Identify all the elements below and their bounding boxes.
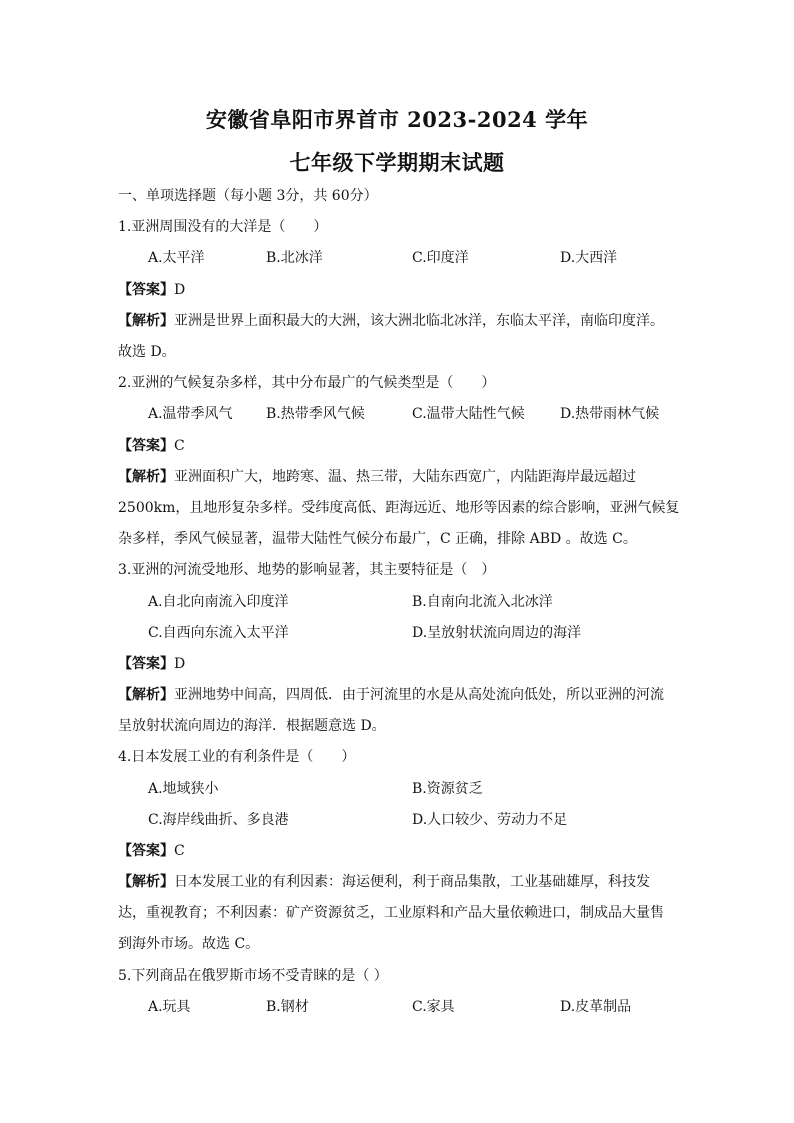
- q1-option-c: C.印度洋: [412, 250, 469, 266]
- analysis-label: 【解析】: [118, 874, 174, 890]
- answer-label: 【答案】: [118, 656, 174, 672]
- q3-analysis-line-1: [118, 685, 664, 705]
- q4-analysis-line-2: 达，重视教育；不利因素：矿产资源贫乏，工业原料和产品大量依赖进口，制成品大量售: [118, 905, 664, 921]
- q2-option-d: D.热带雨林气候: [560, 406, 660, 422]
- q3-option-d: D.呈放射状流向周边的海洋: [412, 625, 582, 641]
- q2-option-c: C.温带大陆性气候: [412, 406, 525, 422]
- q1-analysis-text-1: 亚洲是世界上面积最大的大洲，该大洲北临北冰洋，东临太平洋，南临印度洋。: [174, 313, 664, 329]
- q2-stem: 2.亚洲的气候复杂多样，其中分布最广的气候类型是（ ）: [118, 375, 496, 391]
- q4-option-b: B.资源贫乏: [412, 781, 483, 797]
- answer-label: 【答案】: [118, 282, 174, 298]
- q2-analysis-line-1: [118, 467, 636, 487]
- q1-option-d: D.大西洋: [560, 250, 618, 266]
- q5-option-b: B.钢材: [266, 999, 309, 1015]
- q5-option-c: C.家具: [412, 999, 455, 1015]
- q3-analysis-line-2: 呈放射状流向周边的海洋．根据题意选 D。: [118, 718, 386, 734]
- answer-label: 【答案】: [118, 843, 174, 859]
- q2-option-b: B.热带季风气候: [266, 406, 365, 422]
- q2-answer: [118, 436, 185, 456]
- q5-option-a: A.玩具: [148, 999, 191, 1015]
- analysis-label: 【解析】: [118, 469, 174, 485]
- answer-label: 【答案】: [118, 438, 174, 454]
- q1-answer: [118, 280, 185, 300]
- q5-stem: 5.下列商品在俄罗斯市场不受青睐的是（ ）: [118, 968, 388, 984]
- q1-stem: 1.亚洲周围没有的大洋是（ ）: [118, 219, 328, 235]
- doc-subtitle: 七年级下学期期末试题: [289, 150, 505, 175]
- q1-analysis-line-1: [118, 311, 664, 331]
- q2-answer-value: C: [174, 438, 185, 454]
- q2-analysis-line-3: 杂多样，季风气候显著，温带大陆性气候分布最广，C 正确，排除 ABD 。故选 C。: [118, 531, 637, 547]
- q4-stem: 4.日本发展工业的有利条件是（ ）: [118, 749, 356, 765]
- analysis-label: 【解析】: [118, 687, 174, 703]
- q4-option-d: D.人口较少、劳动力不足: [412, 812, 568, 828]
- q2-analysis-text-1: 亚洲面积广大，地跨寒、温、热三带，大陆东西宽广，内陆距海岸最远超过: [174, 469, 636, 485]
- q1-analysis-line-2: 故选 D。: [118, 344, 176, 360]
- q4-option-a: A.地域狭小: [148, 781, 219, 797]
- q4-option-c: C.海岸线曲折、多良港: [148, 812, 289, 828]
- q2-option-a: A.温带季风气: [148, 406, 233, 422]
- q1-option-b: B.北冰洋: [266, 250, 323, 266]
- q4-analysis-line-1: [118, 872, 650, 892]
- q1-answer-value: D: [174, 282, 186, 298]
- q5-option-d: D.皮革制品: [560, 999, 632, 1015]
- analysis-label: 【解析】: [118, 313, 174, 329]
- q3-analysis-text-1: 亚洲地势中间高，四周低．由于河流里的水是从高处流向低处，所以亚洲的河流: [174, 687, 664, 703]
- q3-answer: [118, 654, 185, 674]
- q4-analysis-text-1: 日本发展工业的有利因素：海运便利，利于商品集散，工业基础雄厚，科技发: [174, 874, 650, 890]
- q2-analysis-line-2: 2500km，且地形复杂多样。受纬度高低、距海远近、地形等因素的综合影响，亚洲气候复: [118, 500, 680, 516]
- q4-answer: [118, 841, 185, 861]
- q3-option-b: B.自南向北流入北冰洋: [412, 594, 553, 610]
- section-heading: 一、单项选择题（每小题 3分，共 60分）: [118, 188, 378, 204]
- q3-option-a: A.自北向南流入印度洋: [148, 594, 289, 610]
- q4-analysis-line-3: 到海外市场。故选 C。: [118, 936, 260, 952]
- q3-answer-value: D: [174, 656, 186, 672]
- q4-answer-value: C: [174, 843, 185, 859]
- q3-option-c: C.自西向东流入太平洋: [148, 625, 289, 641]
- doc-title: 安徽省阜阳市界首市 2023-2024 学年: [205, 107, 589, 132]
- q3-stem: 3.亚洲的河流受地形、地势的影响显著，其主要特征是（ ）: [118, 562, 496, 578]
- q1-option-a: A.太平洋: [148, 250, 205, 266]
